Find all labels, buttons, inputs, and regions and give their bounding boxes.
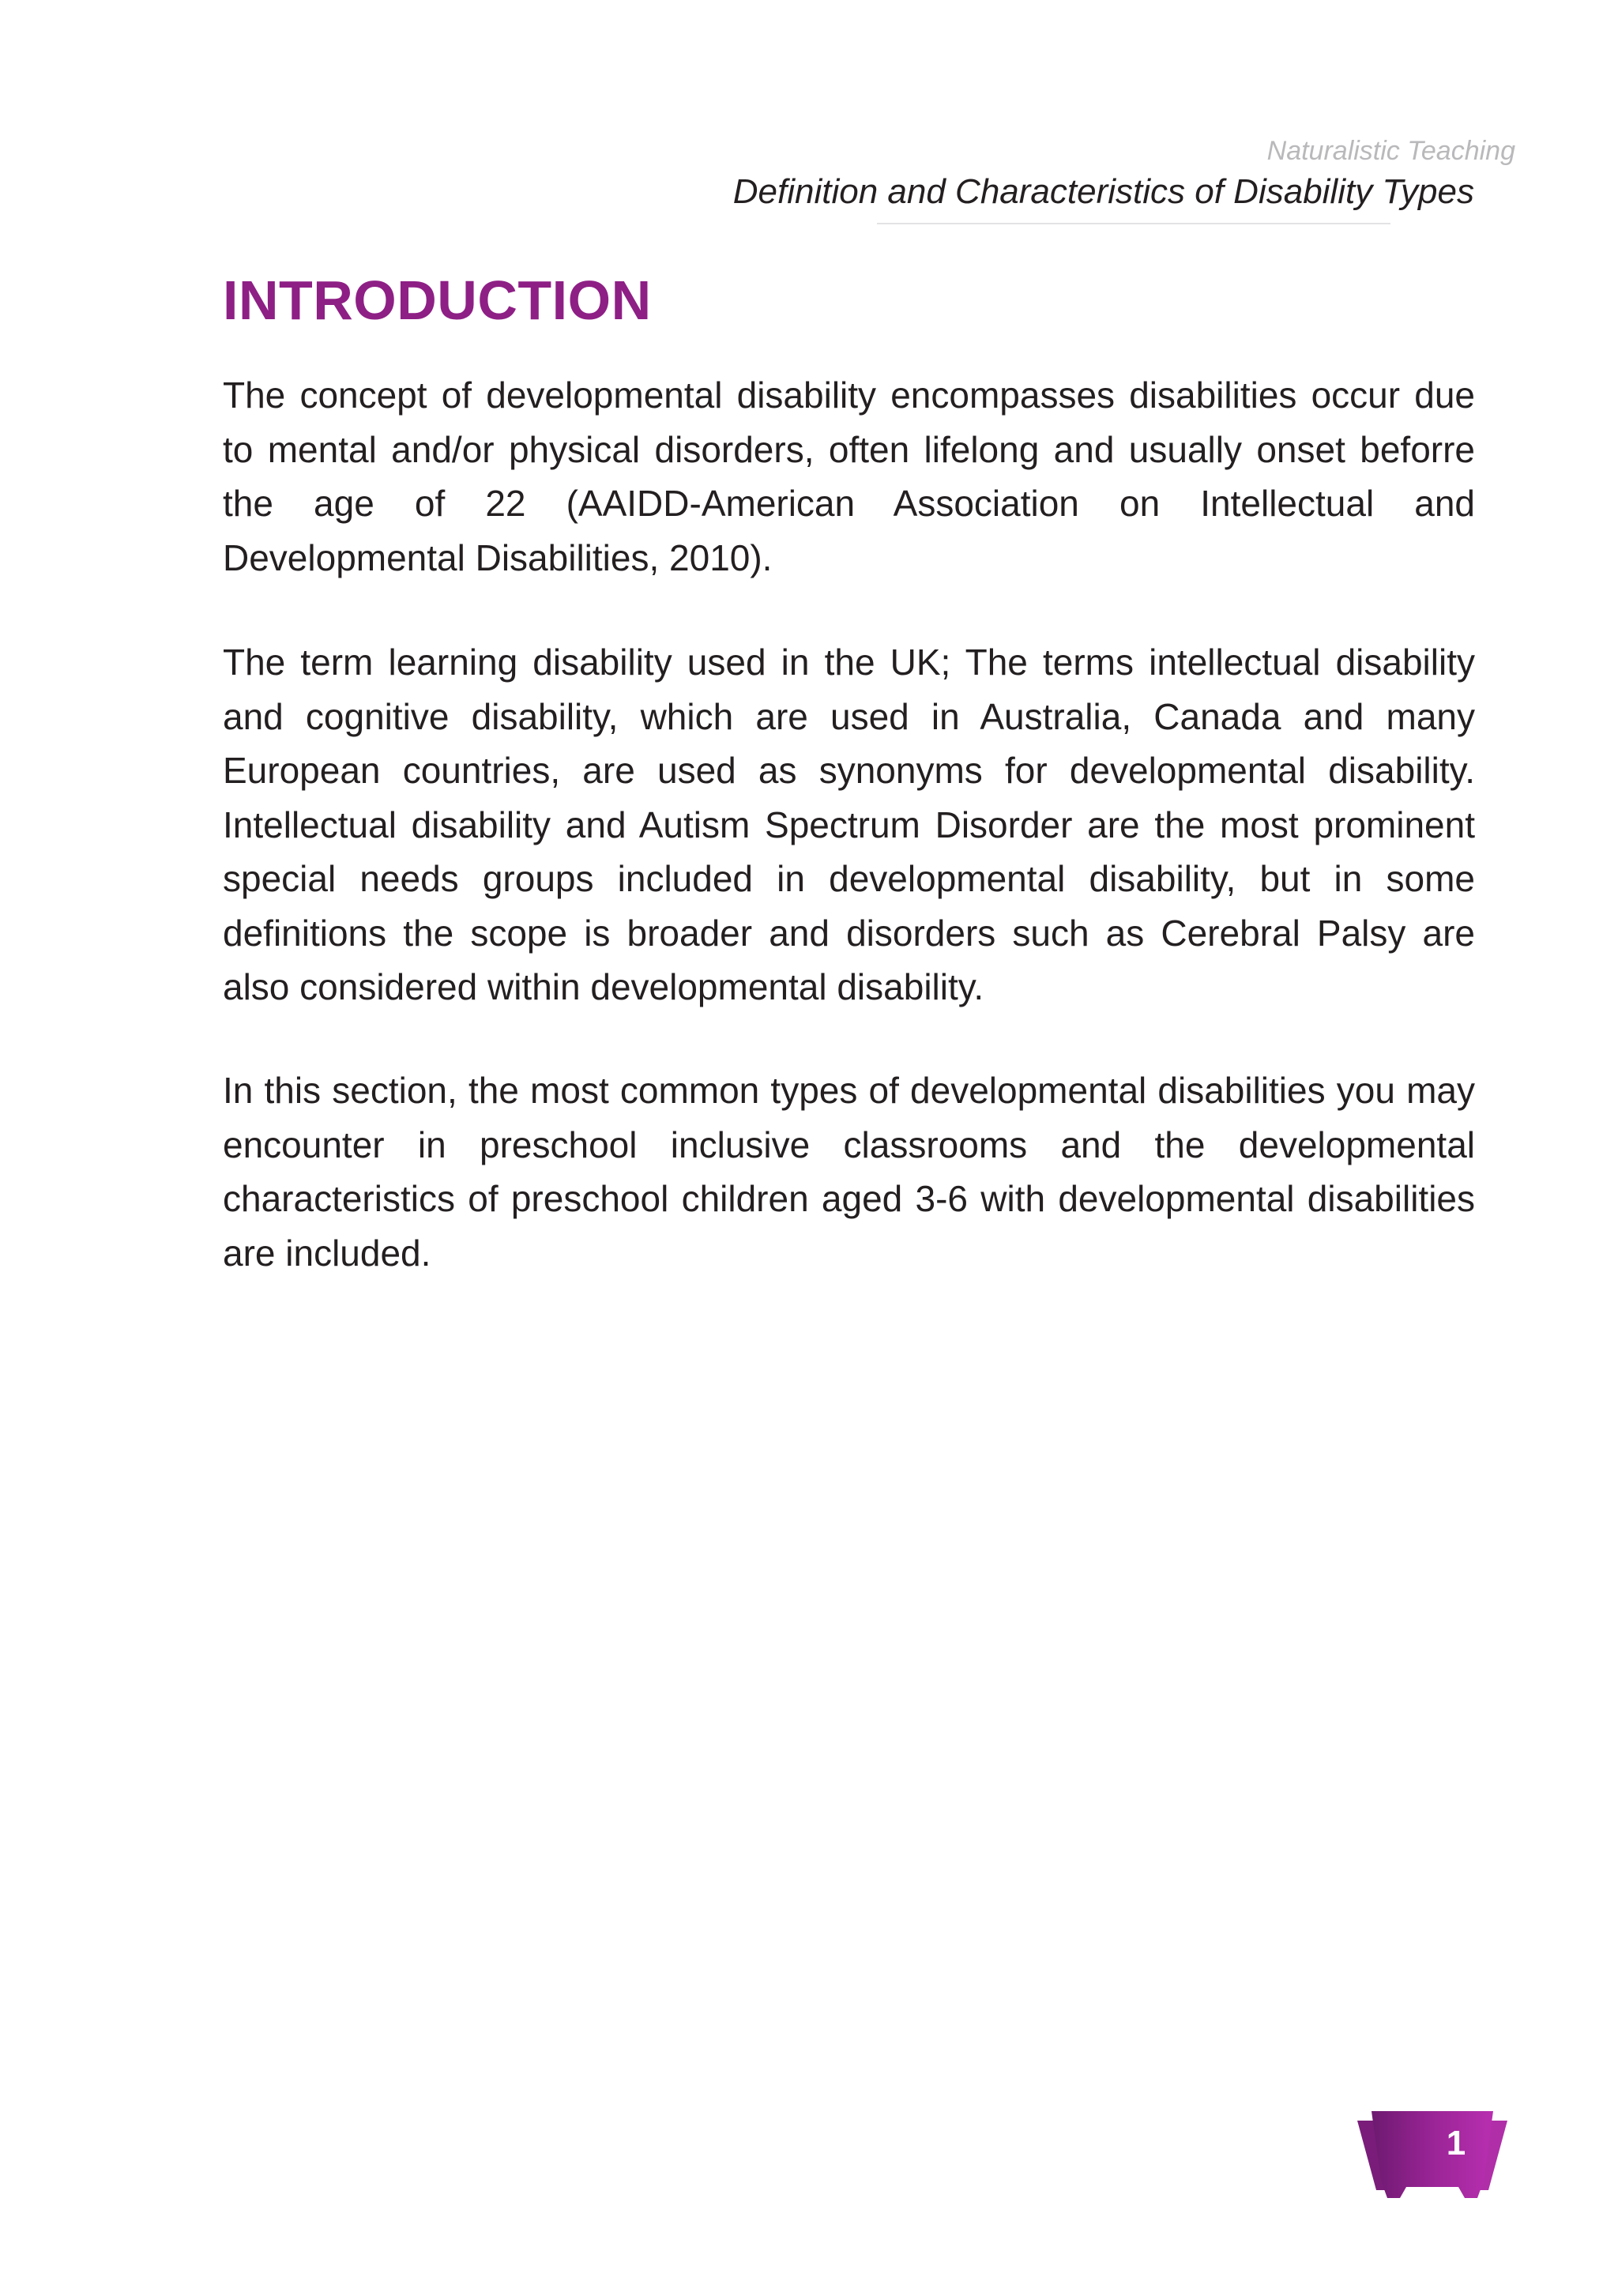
intro-paragraph-3: In this section, the most common types of developmental disabilities you may encounter in preschool inclusive classrooms and the developmental characteristics of preschool children aged 3-6 with developmental disabilities are included. xyxy=(223,1070,1475,1274)
section-heading: INTRODUCTION xyxy=(223,269,652,331)
series-title: Naturalistic Teaching xyxy=(1266,136,1515,166)
header-divider xyxy=(877,223,1390,224)
page-number-badge xyxy=(1357,2111,1507,2198)
intro-paragraph-1: The concept of developmental disability encompasses disabilities occur due to mental and/or physical disorders, often lifelong and usually onset beforre the age of 22 (AAIDD-American Association on Intellectual and Developmental Disabilities, 2010). xyxy=(223,375,1475,578)
intro-paragraph-2: The term learning disability used in the UK; The terms intellectual disability and cognitive disability, which are used in Australia, Canada and many European countries, are used as synonyms for developmental disability. Intellectual disability and Autism Spectrum Disorder are the most prominent special needs groups included in developmental disability, but in some definitions the scope is broader and disorders such as Cerebral Palsy are also considered within developmental disability. xyxy=(223,642,1475,1007)
page-number: 1 xyxy=(1446,2124,1466,2162)
chapter-title: Definition and Characteristics of Disability Types xyxy=(732,172,1474,211)
